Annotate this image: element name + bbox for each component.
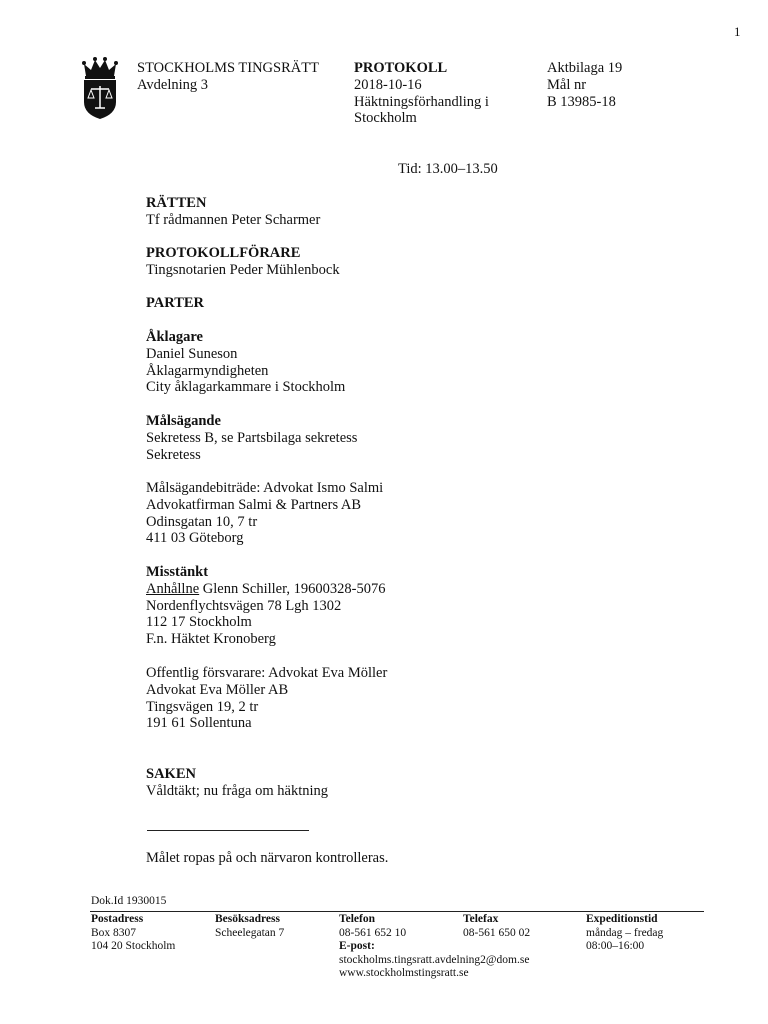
aklagare-line: City åklagarkammare i Stockholm bbox=[146, 379, 346, 396]
section-misstankt bbox=[146, 564, 385, 648]
aklagare-heading: Åklagare bbox=[146, 329, 203, 345]
closing-text: Målet ropas på och närvaron kontrolleras. bbox=[146, 850, 389, 866]
expeditionstid-days: måndag – fredag bbox=[586, 926, 664, 939]
hearing-line-1: Häktningsförhandling i bbox=[354, 93, 489, 110]
malsagande-line: Sekretess bbox=[146, 446, 201, 463]
doc-type: PROTOKOLL bbox=[354, 60, 448, 76]
court-crest-icon bbox=[80, 56, 120, 120]
saken-heading: SAKEN bbox=[146, 766, 196, 782]
besoksadress-label: Besöksadress bbox=[215, 913, 280, 925]
postadress-line: Box 8307 bbox=[91, 926, 137, 939]
case-number: B 13985-18 bbox=[547, 93, 616, 110]
section-protokollforare bbox=[146, 245, 340, 279]
website-link[interactable]: www.stockholmstingsratt.se bbox=[339, 967, 469, 979]
forsvarare-line: Offentlig försvarare: Advokat Eva Möller bbox=[146, 665, 388, 681]
misstankt-identity bbox=[146, 581, 385, 598]
telefon-label: Telefon bbox=[339, 913, 375, 925]
misstankt-line: F.n. Häktet Kronoberg bbox=[146, 631, 276, 648]
footer-postadress bbox=[91, 913, 175, 954]
doc-date: 2018-10-16 bbox=[354, 76, 422, 93]
hearing-time: Tid: 13.00–13.50 bbox=[398, 161, 498, 177]
hearing-line-2: Stockholm bbox=[354, 110, 417, 127]
postadress-label: Postadress bbox=[91, 913, 144, 925]
parter-heading: PARTER bbox=[146, 295, 205, 311]
header-protocol-block bbox=[354, 60, 489, 127]
malsagandebitrade-line: Odinsgatan 10, 7 tr bbox=[146, 513, 258, 530]
malsagandebitrade-line: 411 03 Göteborg bbox=[146, 530, 244, 547]
footer-besoksadress bbox=[215, 913, 284, 940]
separator-line bbox=[147, 830, 309, 831]
page-number: 1 bbox=[734, 24, 741, 39]
section-malsagande bbox=[146, 413, 357, 463]
footer-expeditionstid bbox=[586, 913, 663, 954]
forsvarare-line: 191 61 Sollentuna bbox=[146, 715, 252, 732]
misstankt-line: 112 17 Stockholm bbox=[146, 614, 252, 631]
mal-nr-label: Mål nr bbox=[547, 76, 587, 93]
division: Avdelning 3 bbox=[137, 76, 209, 93]
ratten-heading: RÄTTEN bbox=[146, 195, 207, 211]
besoksadress-line: Scheelegatan 7 bbox=[215, 926, 285, 939]
misstankt-status: Anhållne bbox=[146, 580, 200, 597]
header-case-block bbox=[547, 60, 622, 110]
malsagandebitrade-line: Advokatfirman Salmi & Partners AB bbox=[146, 496, 362, 513]
telefax-label: Telefax bbox=[463, 913, 499, 925]
email-label: E-post: bbox=[339, 940, 375, 952]
dok-id: Dok.Id 1930015 bbox=[91, 895, 167, 907]
forsvarare-line: Advokat Eva Möller AB bbox=[146, 681, 289, 698]
aklagare-line: Åklagarmyndigheten bbox=[146, 362, 269, 379]
section-forsvarare bbox=[146, 665, 387, 732]
malsagandebitrade-line: Målsägandebiträde: Advokat Ismo Salmi bbox=[146, 480, 384, 496]
section-malsagandebitrade bbox=[146, 480, 383, 547]
misstankt-line: Nordenflychtsvägen 78 Lgh 1302 bbox=[146, 597, 342, 614]
expeditionstid-hours: 08:00–16:00 bbox=[586, 940, 645, 952]
aklagare-line: Daniel Suneson bbox=[146, 345, 238, 362]
email-address[interactable]: stockholms.tingsratt.avdelning2@dom.se bbox=[339, 953, 530, 966]
aktbilaga: Aktbilaga 19 bbox=[547, 60, 623, 76]
court-name: STOCKHOLMS TINGSRÄTT bbox=[137, 60, 319, 76]
ratten-text: Tf rådmannen Peter Scharmer bbox=[146, 211, 321, 228]
telefax-number: 08-561 650 02 bbox=[463, 926, 531, 939]
protokollforare-heading: PROTOKOLLFÖRARE bbox=[146, 245, 301, 261]
postadress-line: 104 20 Stockholm bbox=[91, 940, 176, 952]
section-ratten bbox=[146, 195, 320, 229]
protokollforare-text: Tingsnotarien Peder Mühlenbock bbox=[146, 261, 340, 278]
section-aklagare bbox=[146, 329, 345, 396]
telefon-number: 08-561 652 10 bbox=[339, 926, 407, 939]
malsagande-line: Sekretess B, se Partsbilaga sekretess bbox=[146, 429, 358, 446]
misstankt-name: Glenn Schiller, 19600328-5076 bbox=[199, 580, 386, 597]
misstankt-heading: Misstänkt bbox=[146, 564, 209, 580]
forsvarare-line: Tingsvägen 19, 2 tr bbox=[146, 698, 259, 715]
section-saken bbox=[146, 766, 328, 800]
expeditionstid-label: Expeditionstid bbox=[586, 913, 658, 925]
header-court-block bbox=[137, 60, 319, 94]
footer-telefax bbox=[463, 913, 530, 940]
malsagande-heading: Målsägande bbox=[146, 413, 221, 429]
footer-rule bbox=[90, 911, 704, 912]
saken-text: Våldtäkt; nu fråga om häktning bbox=[146, 782, 329, 799]
